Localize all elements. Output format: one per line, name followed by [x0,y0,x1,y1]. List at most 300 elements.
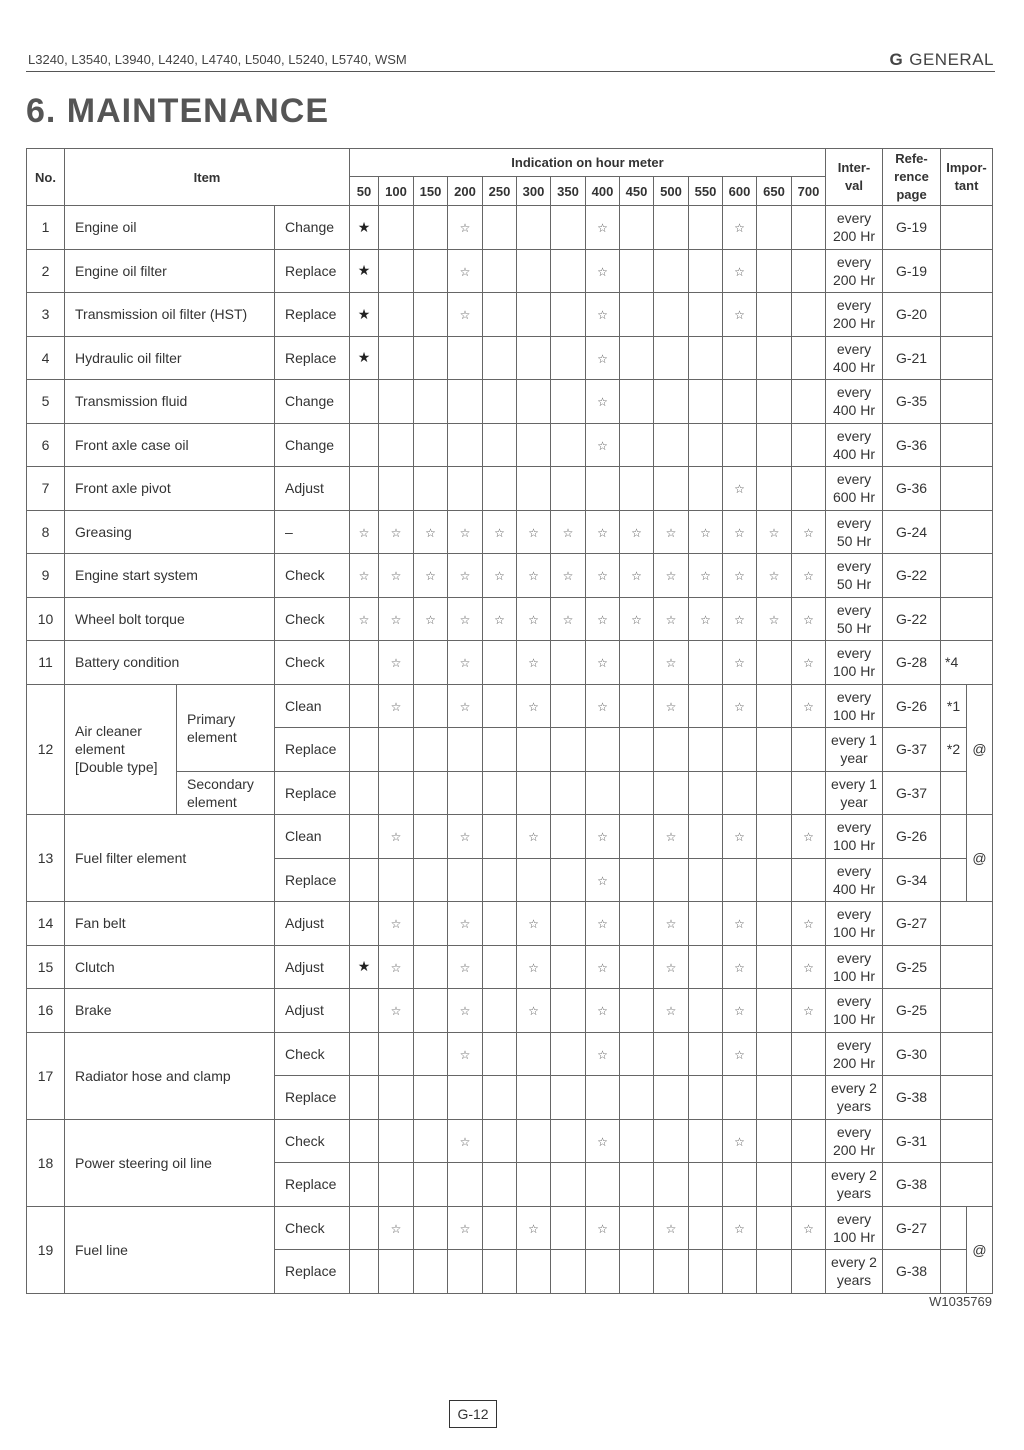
periodic-service-star-icon: ☆ [494,525,505,540]
hour-cell [586,1032,620,1076]
hour-cell [551,293,586,337]
hour-cell [517,1206,551,1250]
periodic-service-star-icon: ☆ [390,699,402,714]
hour-cell [517,858,551,902]
hour-cell [620,684,654,728]
periodic-service-star-icon: ☆ [631,525,642,540]
periodic-service-star-icon: ☆ [734,1221,745,1236]
table-row [27,206,993,250]
reference-page: G-28 [883,641,941,685]
hour-cell [517,510,551,554]
row-number: 19 [27,1206,65,1293]
hour-cell [792,467,826,511]
interval-line1: every [836,471,872,488]
hour-cell [551,206,586,250]
hour-cell [654,771,689,815]
hour-cell [620,510,654,554]
periodic-service-star-icon: ☆ [562,525,574,540]
interval-cell [826,423,883,467]
hour-cell [620,1250,654,1294]
item-name: Radiator hose and clamp [65,1032,275,1119]
reference-page: G-38 [883,1163,941,1207]
hour-cell [350,1250,379,1294]
page-number: G-12 [449,1400,497,1428]
interval-line1: every 1 [831,775,877,792]
hour-cell [757,510,792,554]
item-name: Front axle pivot [65,467,275,511]
interval-line1: every 2 [831,1080,877,1097]
hour-cell [654,1206,689,1250]
interval-line1: every 2 [831,1254,877,1271]
periodic-service-star-icon: ☆ [425,569,436,584]
hour-cell [379,249,414,293]
hour-cell [792,423,826,467]
row-number: 11 [27,641,65,685]
periodic-service-star-icon: ☆ [597,656,608,671]
hour-cell [757,902,792,946]
periodic-service-star-icon: ☆ [665,960,677,975]
periodic-service-star-icon: ☆ [459,308,471,323]
hour-cell [620,249,654,293]
hour-cell [551,1032,586,1076]
row-number: 8 [27,510,65,554]
hour-cell [723,206,757,250]
hour-cell [448,554,483,598]
hour-cell [586,1076,620,1120]
periodic-service-star-icon: ☆ [803,699,814,714]
interval-line1: every [836,427,872,444]
note-cell: *2 [941,728,967,772]
header-interval-line2: val [844,178,864,193]
table-row [27,249,993,293]
hour-cell [586,902,620,946]
important-cell [941,989,993,1033]
periodic-service-star-icon: ☆ [734,569,745,584]
interval-line1: every [836,862,872,879]
periodic-service-star-icon: ☆ [700,525,711,540]
interval-line2: years [836,1185,872,1202]
hour-cell [517,989,551,1033]
hour-cell [551,945,586,989]
reference-page: G-35 [883,380,941,424]
hour-cell [586,1206,620,1250]
hour-cell [792,858,826,902]
hour-cell [792,554,826,598]
hour-cell [757,293,792,337]
hour-cell [414,728,448,772]
hour-cell [414,641,448,685]
periodic-service-star-icon: ☆ [562,612,574,627]
hour-cell [483,336,517,380]
periodic-service-star-icon: ☆ [459,960,471,975]
hour-cell [448,1032,483,1076]
interval-cell [826,945,883,989]
hour-cell [483,510,517,554]
hour-cell [414,380,448,424]
hour-cell [792,1250,826,1294]
reference-page: G-37 [883,771,941,815]
hour-cell [551,1163,586,1207]
hour-cell [448,771,483,815]
hour-cell [448,249,483,293]
periodic-service-star-icon: ☆ [459,1221,471,1236]
hour-header: 150 [414,177,448,206]
hour-cell [654,684,689,728]
periodic-service-star-icon: ☆ [665,917,677,932]
hour-cell [350,858,379,902]
hour-cell [517,380,551,424]
interval-line2: 100 Hr [832,1228,876,1245]
item-name-line: [Double type] [75,759,158,776]
hour-cell [689,902,723,946]
table-row [27,510,993,554]
operation: – [275,510,350,554]
hour-cell [379,467,414,511]
hour-cell [379,1206,414,1250]
reference-page: G-30 [883,1032,941,1076]
table-row [27,945,993,989]
periodic-service-star-icon: ☆ [459,1134,471,1149]
hour-cell [414,815,448,859]
interval-line1: every [836,340,872,357]
row-number: 2 [27,249,65,293]
item-name: Engine oil [65,206,275,250]
header-no: No. [27,149,65,206]
hour-cell [723,249,757,293]
hour-cell [379,206,414,250]
hour-cell [517,815,551,859]
periodic-service-star-icon: ☆ [528,612,539,627]
hour-cell [414,336,448,380]
interval-line2: 400 Hr [832,445,876,462]
interval-cell [826,380,883,424]
hour-cell [654,945,689,989]
hour-cell [414,467,448,511]
periodic-service-star-icon: ☆ [390,830,402,845]
interval-line1: every [836,906,872,923]
hour-cell [586,380,620,424]
maintenance-table [26,148,993,1294]
hour-cell [448,423,483,467]
hour-header: 450 [620,177,654,206]
hour-cell [620,1119,654,1163]
important-cell: @ [967,684,993,815]
hour-cell [620,945,654,989]
hour-cell [620,380,654,424]
table-row [27,423,993,467]
operation: Check [275,554,350,598]
periodic-service-star-icon: ☆ [768,569,780,584]
hour-cell [350,293,379,337]
note-cell: *1 [941,684,967,728]
item-name: Fan belt [65,902,275,946]
hour-cell [586,728,620,772]
periodic-service-star-icon: ☆ [597,612,608,627]
hour-cell [792,510,826,554]
hour-cell [689,380,723,424]
hour-cell [517,1163,551,1207]
hour-cell [448,1250,483,1294]
hour-cell [723,684,757,728]
hour-cell [586,423,620,467]
interval-line2: 100 Hr [832,706,876,723]
hour-cell [757,467,792,511]
periodic-service-star-icon: ☆ [631,569,642,584]
hour-cell [723,1119,757,1163]
hour-cell [723,858,757,902]
hour-cell [517,771,551,815]
periodic-service-star-icon: ☆ [528,569,539,584]
hour-cell [689,554,723,598]
interval-cell [826,206,883,250]
hour-cell [483,1250,517,1294]
hour-cell [517,728,551,772]
hour-cell [620,641,654,685]
hour-cell [448,206,483,250]
hour-cell [448,815,483,859]
hour-cell [620,597,654,641]
interval-line1: every [836,514,872,531]
operation: Replace [275,771,350,815]
interval-line2: years [836,1272,872,1289]
hour-cell [757,815,792,859]
hour-cell [586,945,620,989]
hour-cell [551,858,586,902]
item-name: Hydraulic oil filter [65,336,275,380]
interval-cell [826,858,883,902]
hour-cell [689,293,723,337]
interval-line1: every [836,297,872,314]
interval-cell [826,902,883,946]
item-name: Engine start system [65,554,275,598]
hour-cell [689,684,723,728]
hour-cell [414,510,448,554]
hour-cell [551,684,586,728]
interval-line2: 600 Hr [832,489,876,506]
hour-cell [757,597,792,641]
row-number: 17 [27,1032,65,1119]
hour-cell [551,380,586,424]
important-cell [941,249,993,293]
interval-line2: 200 Hr [832,228,876,245]
reference-page: G-22 [883,554,941,598]
note-cell [941,1206,967,1250]
hour-cell [757,728,792,772]
hour-cell [689,815,723,859]
periodic-service-star-icon: ☆ [597,960,608,975]
periodic-service-star-icon: ☆ [597,1221,608,1236]
table-row [27,641,993,685]
hour-cell [689,1076,723,1120]
hour-cell [379,1119,414,1163]
hour-cell [414,1119,448,1163]
interval-cell [826,597,883,641]
item-name: Transmission fluid [65,380,275,424]
row-number: 1 [27,206,65,250]
hour-cell [620,858,654,902]
interval-line2: 400 Hr [832,358,876,375]
periodic-service-star-icon: ☆ [803,917,814,932]
hour-cell [483,945,517,989]
hour-cell [379,1076,414,1120]
item-name: Fuel line [65,1206,275,1293]
row-number: 9 [27,554,65,598]
hour-cell [350,728,379,772]
header-important [941,149,993,206]
hour-cell [350,902,379,946]
hour-cell [414,1163,448,1207]
periodic-service-star-icon: ☆ [665,525,677,540]
hour-cell [620,1076,654,1120]
interval-line2: 100 Hr [832,837,876,854]
hour-cell [483,206,517,250]
hour-cell [517,293,551,337]
hour-cell [689,1206,723,1250]
hour-cell [448,989,483,1033]
hour-cell [723,945,757,989]
hour-cell [350,249,379,293]
operation: Replace [275,249,350,293]
interval-cell [826,641,883,685]
periodic-service-star-icon: ☆ [734,656,745,671]
hour-cell [414,597,448,641]
item-name-line: Air cleaner [75,723,142,740]
hour-cell [757,684,792,728]
operation: Adjust [275,902,350,946]
hour-header: 350 [551,177,586,206]
hour-cell [586,1250,620,1294]
hour-cell [483,858,517,902]
hour-cell [483,467,517,511]
periodic-service-star-icon: ☆ [528,830,539,845]
hour-cell [654,293,689,337]
header-reference-line2: rence [894,169,929,184]
important-cell [941,336,993,380]
periodic-service-star-icon: ☆ [597,873,608,888]
periodic-service-star-icon: ☆ [459,830,471,845]
interval-cell [826,1076,883,1120]
hour-cell [586,1119,620,1163]
hour-cell [757,1032,792,1076]
periodic-service-star-icon: ☆ [803,830,814,845]
hour-cell [379,684,414,728]
row-number: 14 [27,902,65,946]
hour-cell [517,206,551,250]
hour-cell [586,771,620,815]
reference-page: G-36 [883,467,941,511]
table-row [27,1032,993,1076]
hour-cell [350,510,379,554]
operation: Check [275,1206,350,1250]
periodic-service-star-icon: ☆ [459,221,471,236]
hour-cell [792,1206,826,1250]
periodic-service-star-icon: ☆ [665,612,677,627]
reference-page: G-21 [883,336,941,380]
hour-cell [723,728,757,772]
periodic-service-star-icon: ☆ [597,569,608,584]
hour-cell [551,641,586,685]
interval-line2: 400 Hr [832,402,876,419]
hour-cell [723,815,757,859]
hour-cell [483,1119,517,1163]
hour-cell [757,1076,792,1120]
item-name: Wheel bolt torque [65,597,275,641]
hour-cell [517,249,551,293]
hour-cell [689,858,723,902]
hour-cell [654,1163,689,1207]
hour-cell [654,597,689,641]
hour-cell [689,249,723,293]
hour-cell [654,467,689,511]
hour-cell [723,597,757,641]
hour-cell [757,380,792,424]
hour-cell [620,206,654,250]
hour-cell [792,1119,826,1163]
hour-cell [350,1076,379,1120]
table-row [27,1119,993,1163]
periodic-service-star-icon: ☆ [803,525,814,540]
hour-cell [379,902,414,946]
hour-cell [654,510,689,554]
operation: Clean [275,815,350,859]
hour-header: 200 [448,177,483,206]
hour-cell [483,380,517,424]
interval-cell [826,1119,883,1163]
hour-cell [654,641,689,685]
hour-cell [483,641,517,685]
interval-line1: every [836,1123,872,1140]
important-cell [941,380,993,424]
hour-cell [414,771,448,815]
hour-cell [517,597,551,641]
reference-page: G-26 [883,684,941,728]
periodic-service-star-icon: ☆ [665,830,677,845]
table-row [27,293,993,337]
periodic-service-star-icon: ☆ [734,960,745,975]
hour-cell [551,1119,586,1163]
hour-cell [586,1163,620,1207]
periodic-service-star-icon: ☆ [803,1004,814,1019]
hour-cell [350,336,379,380]
hour-cell [689,510,723,554]
hour-cell [414,684,448,728]
periodic-service-star-icon: ☆ [734,1047,745,1062]
hour-cell [792,728,826,772]
hour-cell [586,815,620,859]
item-name: Fuel filter element [65,815,275,902]
hour-cell [517,1119,551,1163]
important-cell [941,423,993,467]
hour-cell [448,902,483,946]
operation: Replace [275,858,350,902]
important-cell [941,206,993,250]
hour-cell [483,423,517,467]
hour-cell [350,989,379,1033]
operation: Change [275,423,350,467]
hour-cell [654,989,689,1033]
hour-cell [620,1206,654,1250]
hour-cell [654,728,689,772]
interval-line2: year [840,793,868,810]
hour-cell [483,249,517,293]
hour-cell [414,858,448,902]
hour-header: 700 [792,177,826,206]
interval-cell [826,815,883,859]
hour-cell [620,771,654,815]
item-name: Brake [65,989,275,1033]
reference-page: G-34 [883,858,941,902]
hour-cell [620,336,654,380]
